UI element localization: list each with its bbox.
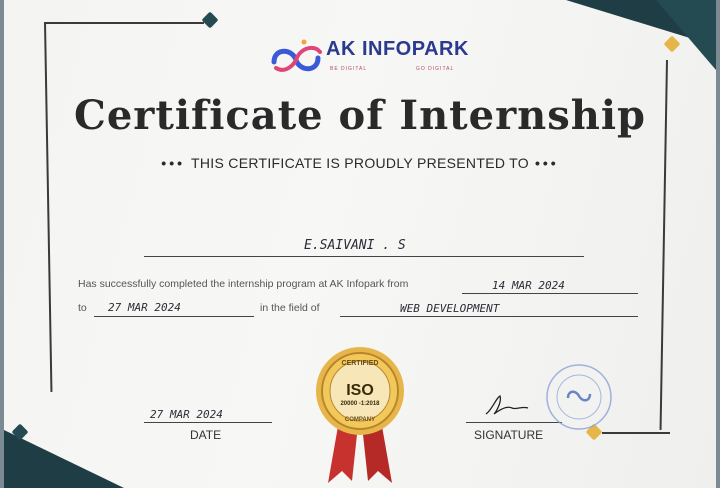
subtitle-dots-left: •••: [161, 155, 186, 171]
corner-dot-icon: [202, 12, 219, 29]
brand-name: AK INFOPARK: [326, 38, 469, 60]
date-label: DATE: [190, 428, 222, 442]
frame-line-left: [44, 22, 52, 392]
completion-statement: Has successfully completed the internship program at AK Infopark from: [78, 278, 409, 290]
seal-bottom-text: COMPANY: [344, 417, 376, 423]
to-date: 27 MAR 2024: [108, 301, 181, 314]
to-label: to: [78, 302, 87, 314]
brand-tagline-right: GO DIGITAL: [416, 66, 455, 72]
signature-label: SIGNATURE: [474, 428, 544, 442]
signature-mark-icon: [482, 392, 532, 420]
certificate-title: Certificate of Internship: [73, 92, 646, 139]
from-date: 14 MAR 2024: [492, 279, 565, 292]
frame-line-bottom: [602, 432, 670, 434]
subtitle-dots-right: •••: [534, 155, 559, 171]
issue-date-value: 27 MAR 2024: [150, 408, 223, 421]
seal-code-text: 20000 -1:2018: [340, 401, 380, 407]
company-stamp-icon: [544, 362, 614, 432]
recipient-line: [144, 256, 584, 257]
seal-main-text: ISO: [346, 382, 374, 399]
iso-certified-seal-icon: [310, 345, 410, 485]
date-line: [144, 422, 272, 423]
certificate-paper: [4, 0, 716, 488]
field-label: in the field of: [260, 302, 320, 314]
from-date-line: [462, 293, 638, 294]
field-line: [340, 316, 638, 317]
subtitle-text: THIS CERTIFICATE IS PROUDLY PRESENTED TO: [191, 155, 529, 171]
field-value: WEB DEVELOPMENT: [400, 302, 500, 315]
corner-decoration-bottom-left: [4, 430, 124, 488]
recipient-name: E.SAIVANI . S: [304, 238, 406, 253]
to-date-line: [94, 316, 254, 317]
brand-tagline-left: BE DIGITAL: [330, 66, 368, 72]
certificate-subtitle: [4, 155, 716, 171]
seal-top-text: CERTIFIED: [341, 360, 379, 367]
frame-line-top: [44, 22, 204, 24]
